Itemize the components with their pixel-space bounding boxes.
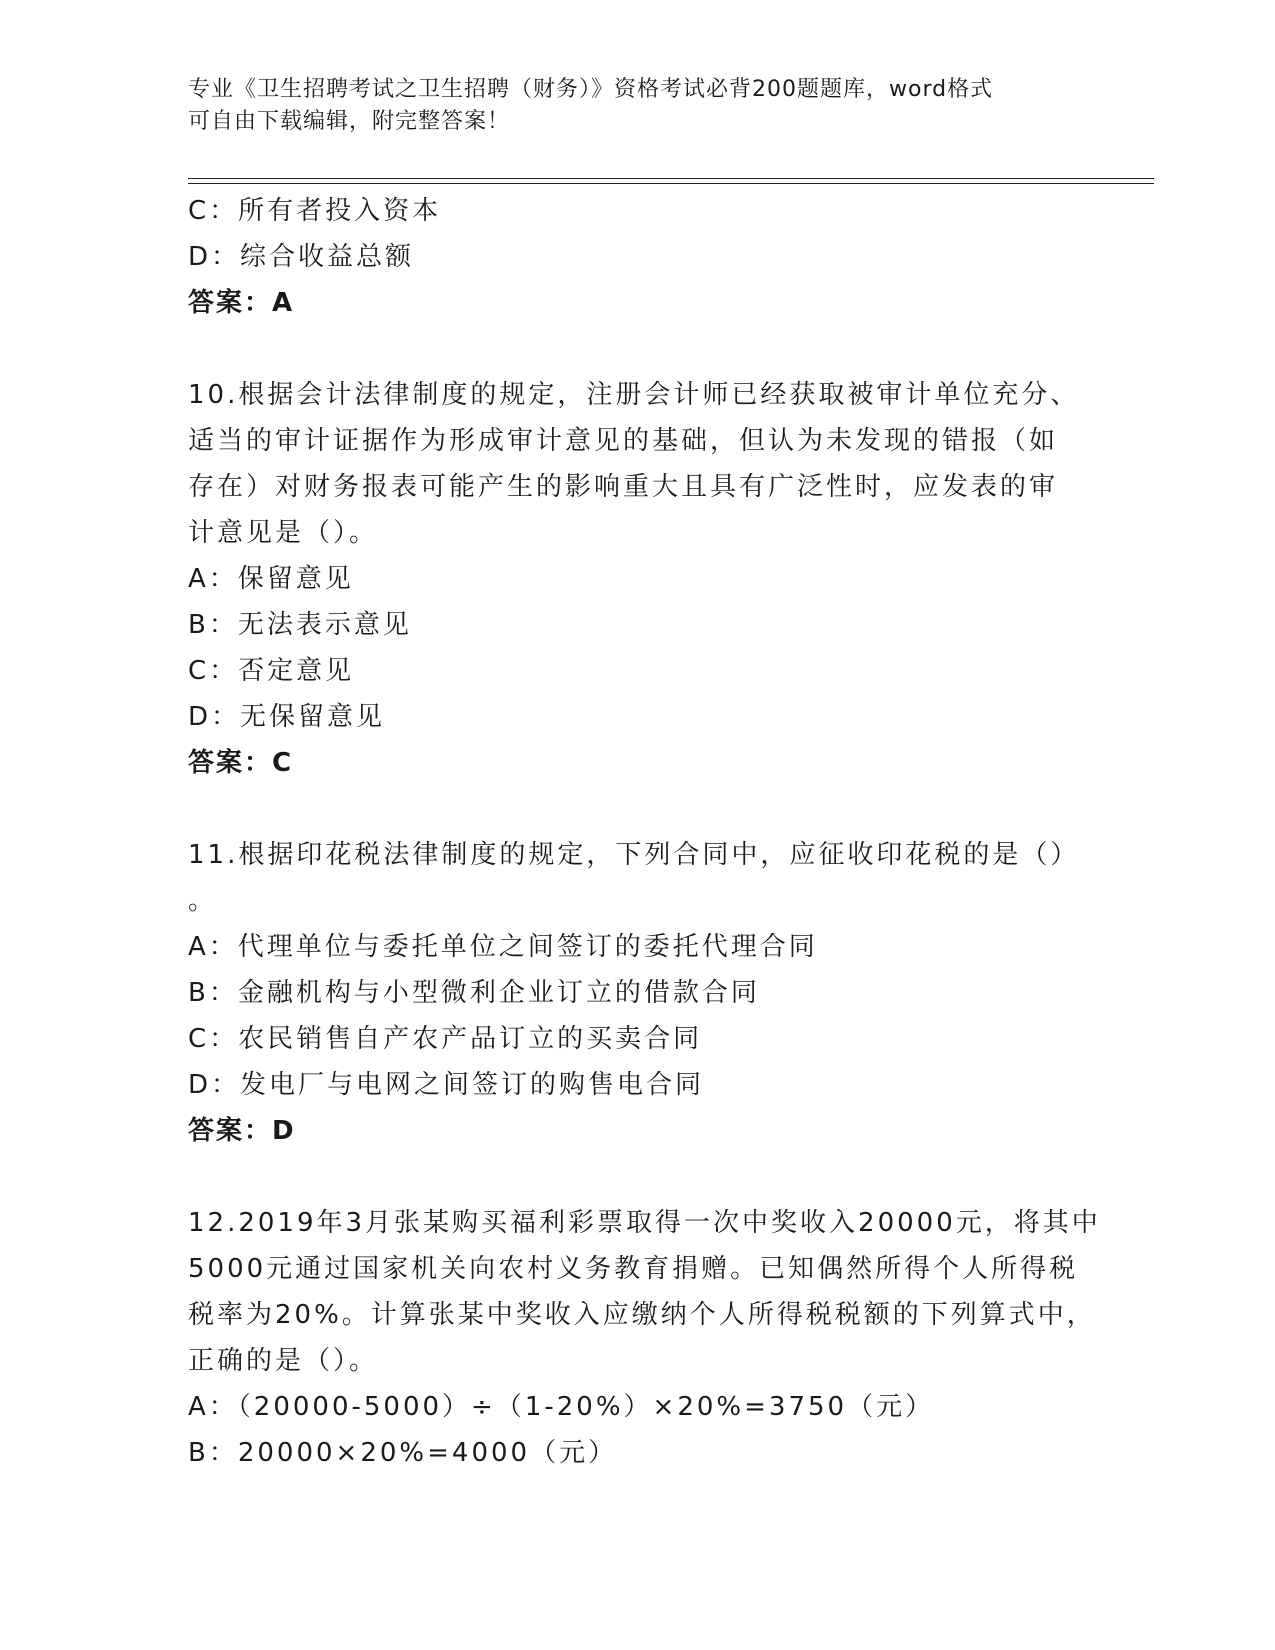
q9-option-c: C：所有者投入资本 [188, 196, 442, 226]
q10-text-line: 适当的审计证据作为形成审计意见的基础，但认为未发现的错报（如 [188, 426, 1059, 456]
q12-text-line: 12.2019年3月张某购买福利彩票取得一次中奖收入20000元，将其中 [188, 1208, 1101, 1238]
header-line-2: 可自由下载编辑，附完整答案！ [188, 109, 511, 134]
q9-answer: 答案：A [188, 288, 295, 318]
question-10 [188, 372, 1088, 786]
q11-text-line: 。 [188, 886, 218, 916]
q10-option-d: D：无保留意见 [188, 702, 386, 732]
document-body [188, 188, 1101, 1476]
document-header [188, 74, 1068, 138]
q12-option-b: B：20000×20%=4000（元） [188, 1438, 618, 1468]
q12-text-line: 税率为20%。计算张某中奖收入应缴纳个人所得税税额的下列算式中， [188, 1300, 1096, 1330]
question-9-continuation [188, 188, 1088, 326]
q11-option-d: D：发电厂与电网之间签订的购售电合同 [188, 1070, 705, 1100]
q10-text-line: 存在）对财务报表可能产生的影响重大且具有广泛性时，应发表的审 [188, 472, 1059, 502]
q11-option-b: B：金融机构与小型微利企业订立的借款合同 [188, 978, 760, 1008]
q11-option-c: C：农民销售自产农产品订立的买卖合同 [188, 1024, 703, 1054]
q10-text-line: 计意见是（）。 [188, 518, 379, 548]
q12-text-line: 5000元通过国家机关向农村义务教育捐赠。已知偶然所得个人所得税 [188, 1254, 1079, 1284]
question-11 [188, 832, 1088, 1154]
q10-option-c: C：否定意见 [188, 656, 355, 686]
spacer [188, 1154, 1088, 1200]
spacer [188, 326, 1088, 372]
header-line-1: 专业《卫生招聘考试之卫生招聘（财务）》资格考试必背200题题库，word格式 [188, 77, 994, 102]
q11-option-a: A：代理单位与委托单位之间签订的委托代理合同 [188, 932, 818, 962]
q10-option-a: A：保留意见 [188, 564, 354, 594]
q10-text-line: 10.根据会计法律制度的规定，注册会计师已经获取被审计单位充分、 [188, 380, 1080, 410]
q10-option-b: B：无法表示意见 [188, 610, 412, 640]
q12-option-a: A：（20000-5000）÷（1-20%）×20%=3750（元） [188, 1392, 935, 1422]
header-divider-top [188, 178, 1154, 179]
q11-answer: 答案：D [188, 1116, 296, 1146]
q12-text-line: 正确的是（）。 [188, 1346, 379, 1376]
header-divider-bottom [188, 183, 1154, 184]
q11-text-line: 11.根据印花税法律制度的规定，下列合同中，应征收印花税的是（） [188, 840, 1080, 870]
q9-option-d: D：综合收益总额 [188, 242, 415, 272]
q10-answer: 答案：C [188, 748, 294, 778]
spacer [188, 786, 1088, 832]
question-12 [188, 1200, 1101, 1476]
